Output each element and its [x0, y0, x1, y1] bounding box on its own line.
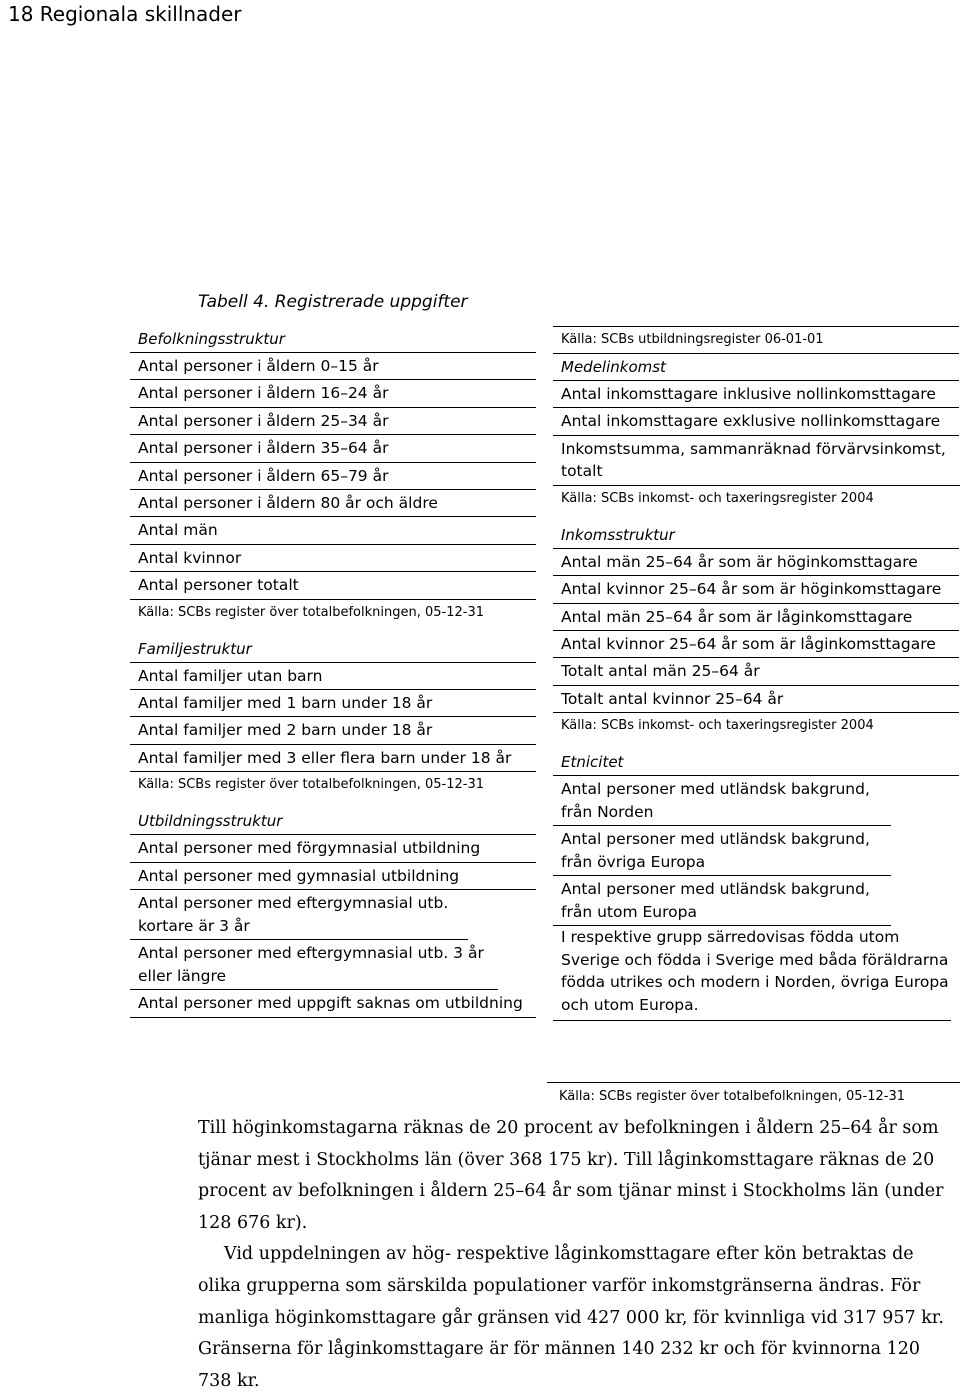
source-note: Källa: SCBs register över totalbefolkningen, 05-12-31 — [138, 604, 485, 620]
table-row: Antal personer med utländsk bakgrund, från övriga Europa — [553, 826, 891, 876]
table-row: Antal personer i åldern 25–34 år — [130, 408, 536, 435]
source-note: Källa: SCBs utbildningsregister 06-01-01 — [553, 326, 959, 354]
table-row: Antal personer med förgymnasial utbildning — [130, 835, 536, 862]
section-heading-familj: Familjestruktur — [130, 636, 536, 663]
table-row: Antal inkomsttagare exklusive nollinkomsttagare — [553, 408, 959, 435]
section-heading-utbildning: Utbildningsstruktur — [130, 808, 536, 835]
left-column — [130, 326, 536, 1018]
page-header: 18 Regionala skillnader — [8, 2, 242, 26]
table-row: Antal familjer med 2 barn under 18 år — [130, 717, 536, 744]
table-row: Totalt antal kvinnor 25–64 år — [553, 686, 959, 713]
table-row: Antal personer med eftergymnasial utb. kortare är 3 år — [130, 890, 468, 940]
source-note: Källa: SCBs inkomst- och taxeringsregister 2004 — [561, 718, 874, 734]
source-note: Källa: SCBs register över totalbefolkningen, 05-12-31 — [138, 777, 485, 793]
table-row: Antal personer i åldern 0–15 år — [130, 353, 536, 380]
section-heading-inkomststruktur: Inkomsstruktur — [553, 522, 959, 549]
table-row: Antal personer totalt — [130, 572, 536, 599]
section-heading-befolkning: Befolkningsstruktur — [130, 326, 536, 353]
table-row: Antal personer med utländsk bakgrund, från Norden — [553, 776, 891, 826]
table-row: Antal inkomsttagare inklusive nollinkomsttagare — [553, 381, 959, 408]
paragraph: Vid uppdelningen av hög- respektive låginkomsttagare efter kön betraktas de olika grupperna som särskilda populationer varför inkomstgränserna ändras. För manliga höginkomsttagare går gränsen vid 427 000 kr, för kvinnliga vid 317 957 kr. Gränserna för låginkomsttagare är för männen 140 232 kr och för kvinnorna 120 738 kr. — [198, 1244, 944, 1391]
ethnicity-note: I respektive grupp särredovisas födda utom Sverige och födda i Sverige med båda föräldrarna födda utrikes och modern i Norden, övriga Europa och utom Europa. — [553, 926, 951, 1021]
table-row: Antal kvinnor 25–64 år som är höginkomsttagare — [553, 576, 959, 603]
right-column — [553, 326, 959, 1021]
source-note: Källa: SCBs register över totalbefolkningen, 05-12-31 — [547, 1082, 960, 1111]
table-row: Antal personer med uppgift saknas om utbildning — [130, 990, 536, 1017]
table-row: Antal personer i åldern 16–24 år — [130, 380, 536, 407]
body-text — [198, 1113, 958, 1397]
table-row: Antal familjer med 1 barn under 18 år — [130, 690, 536, 717]
paragraph: Till höginkomstagarna räknas de 20 procent av befolkningen i åldern 25–64 år som tjänar mest i Stockholms län (över 368 175 kr). Till låginkomsttagare räknas de 20 procent av befolkningen i åldern 25–64 år som tjänar minst i Stockholms län (under 128 676 kr). — [198, 1118, 944, 1233]
table-row: Antal män 25–64 år som är låginkomsttagare — [553, 604, 959, 631]
table-row: Antal kvinnor 25–64 år som är låginkomsttagare — [553, 631, 959, 658]
table-row: Totalt antal män 25–64 år — [553, 658, 959, 685]
table-row: Antal kvinnor — [130, 545, 536, 572]
table-row: Antal personer i åldern 35–64 år — [130, 435, 536, 462]
table-row: Antal personer med utländsk bakgrund, från utom Europa — [553, 876, 891, 926]
table-row: Antal familjer med 3 eller flera barn under 18 år — [130, 745, 536, 772]
section-heading-medelinkomst: Medelinkomst — [553, 354, 959, 381]
table-row: Inkomstsumma, sammanräknad förvärvsinkomst, totalt — [553, 436, 960, 486]
table-row: Antal familjer utan barn — [130, 663, 536, 690]
table-title: Tabell 4. Registrerade uppgifter — [198, 292, 468, 312]
table-row: Antal män — [130, 517, 536, 544]
source-note: Källa: SCBs inkomst- och taxeringsregister 2004 — [561, 490, 874, 506]
table-row: Antal män 25–64 år som är höginkomsttagare — [553, 549, 959, 576]
table-row: Antal personer med eftergymnasial utb. 3 år eller längre — [130, 940, 498, 990]
table-row: Antal personer i åldern 65–79 år — [130, 463, 536, 490]
table-row: Antal personer i åldern 80 år och äldre — [130, 490, 536, 517]
section-heading-etnicitet: Etnicitet — [553, 749, 959, 776]
table-row: Antal personer med gymnasial utbildning — [130, 863, 536, 890]
